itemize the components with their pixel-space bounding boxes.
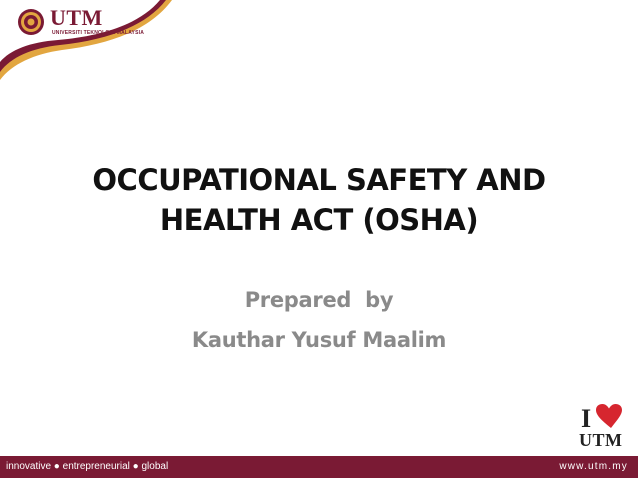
slide-subtitle <box>40 280 598 360</box>
footer-website: www.utm.my <box>559 461 628 472</box>
i-letter: I <box>581 404 592 432</box>
footer-tagline: innovative ● entrepreneurial ● global <box>6 461 169 472</box>
slide-title-line: OCCUPATIONAL SAFETY AND <box>92 163 546 197</box>
utm-logo-subtitle: UNIVERSITI TEKNOLOGI MALAYSIA <box>52 30 145 36</box>
slide-title <box>40 160 598 240</box>
prepared-by-label: Prepared by <box>244 288 394 312</box>
utm-seal-icon <box>17 8 45 36</box>
slide-title-line: HEALTH ACT (OSHA) <box>159 203 479 237</box>
footer-bar <box>0 456 638 478</box>
i-love-utm-text: UTM <box>579 430 623 450</box>
heart-icon <box>596 404 622 428</box>
utm-logo-text: UTM <box>50 5 103 30</box>
author-name: Kauthar Yusuf Maalim <box>191 328 447 352</box>
